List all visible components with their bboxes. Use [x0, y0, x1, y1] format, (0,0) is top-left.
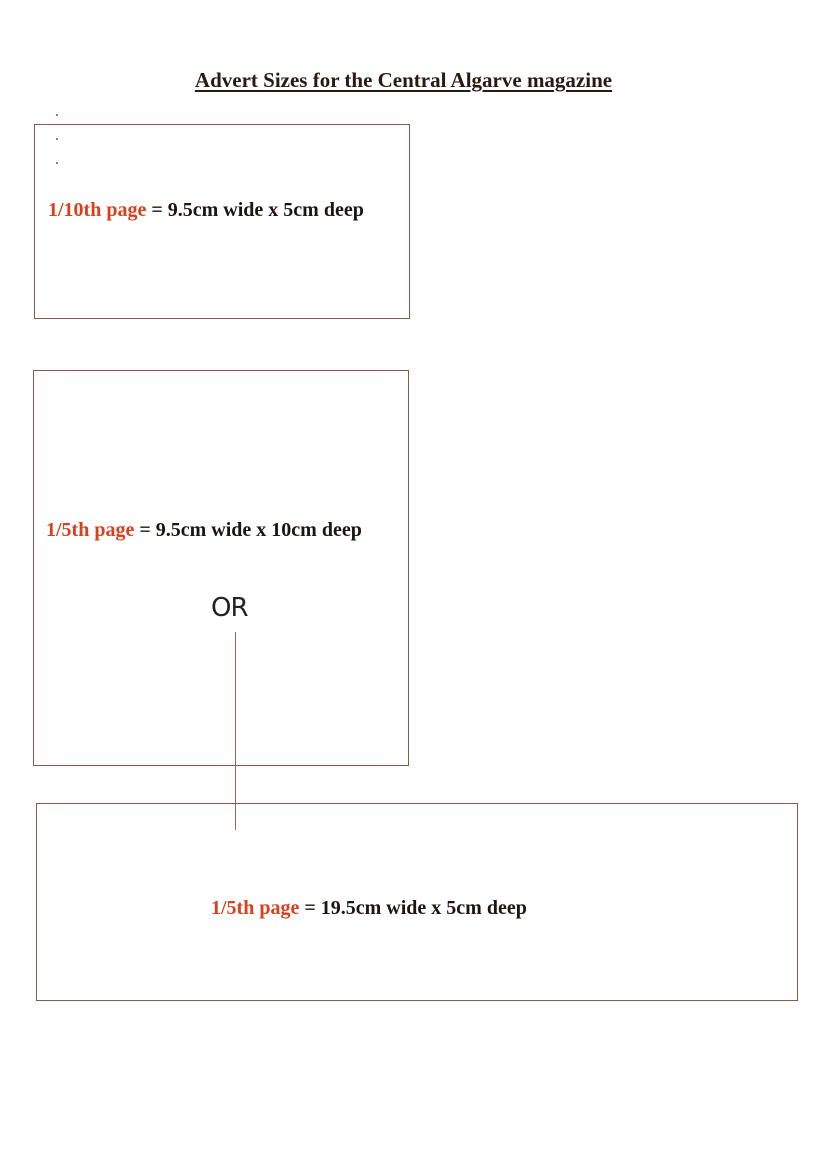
ad-size-fifth-page-horizontal: [211, 897, 527, 920]
connector-line: [235, 632, 236, 830]
or-label: OR: [211, 593, 248, 623]
ad-box-fifth-page-vertical: [33, 370, 409, 766]
stray-dot: [56, 114, 58, 116]
ad-size-label: 1/10th page: [48, 199, 147, 221]
ad-size-fifth-page-vertical: [46, 519, 362, 542]
ad-size-label: 1/5th page: [211, 897, 300, 919]
ad-size-spec: = 9.5cm wide x 5cm deep: [146, 199, 364, 221]
page-title: Advert Sizes for the Central Algarve magazine: [194, 68, 613, 92]
ad-size-label: 1/5th page: [46, 519, 135, 541]
ad-size-spec: = 19.5cm wide x 5cm deep: [299, 897, 527, 919]
ad-size-tenth-page: [48, 199, 364, 222]
ad-size-spec: = 9.5cm wide x 10cm deep: [134, 519, 362, 541]
